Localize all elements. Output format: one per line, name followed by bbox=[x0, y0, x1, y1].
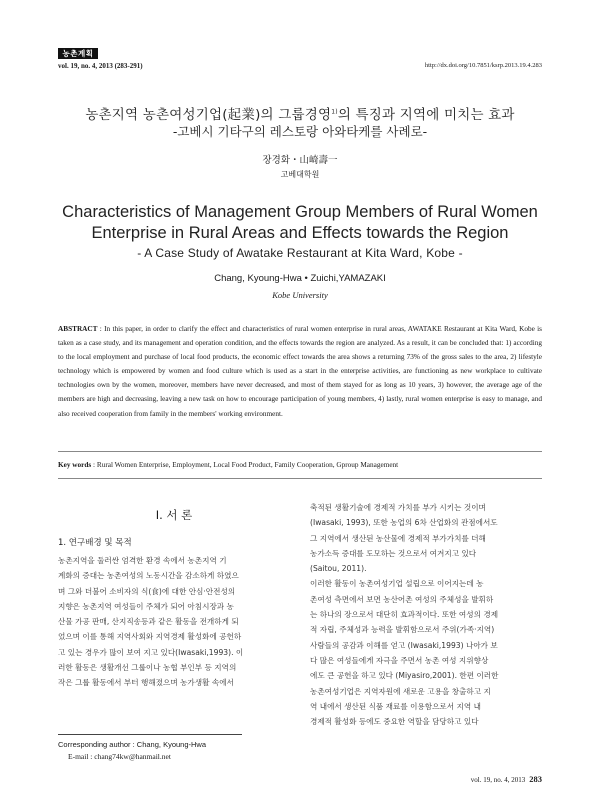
english-title-line-1: Characteristics of Management Group Members of Rural Women bbox=[62, 203, 538, 221]
subsection-heading: 1. 연구배경 및 목적 bbox=[58, 538, 132, 548]
korean-title bbox=[0, 103, 600, 123]
body-line: 지향은 농촌지역 여성들이 주체가 되어 아침시장과 농 bbox=[58, 601, 234, 611]
body-line: 계화의 증대는 농촌여성의 노동시간을 감소하게 하였으 bbox=[58, 571, 239, 581]
body-line: 사람들의 공감과 이해를 얻고 (Iwasaki,1993) 나아가 보 bbox=[310, 640, 498, 650]
body-line: 산물 가공 판매, 산지직송등과 같은 활동을 전개하게 되 bbox=[58, 617, 239, 627]
doi-link[interactable]: http://dx.doi.org/10.7851/ksrp.2013.19.4.283 bbox=[424, 62, 542, 69]
korean-authors: 장경화・山崎壽一 bbox=[262, 155, 338, 166]
footnote-divider bbox=[58, 734, 242, 735]
section-heading: I. 서 론 bbox=[155, 508, 193, 522]
right-column-body bbox=[310, 500, 542, 729]
english-subtitle: - A Case Study of Awatake Restaurant at Kita Ward, Kobe - bbox=[137, 246, 463, 260]
abstract-line: of young members, 4) lastly, rural women enterprise is easy to manage, and also received cooperation from family in the members' bbox=[58, 395, 542, 418]
abstract-line: Restaurant at Kita Ward, Kobe is taken as a case study, and its management and operation condition, and the effects towards the bbox=[58, 325, 542, 348]
body-line: 농촌지역을 둘러싼 엄격한 환경 속에서 농촌지역 기 bbox=[58, 556, 227, 565]
body-line: 경제적 활성화 등에도 중요한 역할을 담당하고 있다 bbox=[310, 717, 479, 727]
korean-subtitle: -고베시 기타구의 레스토랑 아와타케를 사례로- bbox=[172, 124, 428, 139]
abstract-line: cultivate technologies own by the women, moreover, members have never decreased, and most of them stayed for as long as 10 bbox=[58, 367, 543, 390]
body-line: 농가소득 증대를 도모하는 것으로서 여겨지고 있다 bbox=[310, 548, 477, 558]
footnote-mark: 1) bbox=[331, 108, 338, 116]
english-title-line-2: Enterprise in Rural Areas and Effects towards the Region bbox=[91, 224, 509, 242]
body-line: 다 많은 여성들에게 자극을 주면서 농촌 여성 지위향상 bbox=[310, 655, 489, 665]
body-line: 적 자립, 주체성과 능력을 발휘함으로서 주위(가족·지역) bbox=[310, 625, 495, 635]
keywords-text: : Rural Women Enterprise, Employment, Local Food Product, Family Cooperation, Gproup Management bbox=[91, 461, 399, 469]
body-line: 었으며 이를 통해 지역사회와 지역경제 활성화에 공헌하 bbox=[58, 632, 242, 642]
body-line: 는 하나의 장으로서 대단히 효과적이다. 또한 여성의 경제 bbox=[310, 610, 499, 620]
journal-logo: 농촌계획 bbox=[58, 48, 98, 59]
keywords bbox=[58, 461, 398, 469]
page-number: 283 bbox=[529, 774, 542, 784]
body-line: 러한 활동은 생활개선 그룹이나 농협 부인부 등 지역의 bbox=[58, 663, 237, 673]
english-affiliation: Kobe University bbox=[272, 290, 328, 300]
body-line: (Iwasaki, 1993), 또한 농업의 6차 산업화의 관점에서도 bbox=[310, 518, 498, 528]
abstract bbox=[58, 322, 542, 421]
body-line: 촌여성 측면에서 보면 농산어촌 여성의 주체성을 발휘하 bbox=[310, 594, 494, 604]
author-email[interactable]: E-mail : chang74kw@hanmail.net bbox=[68, 752, 171, 761]
abstract-line: years, 3) however, the average age of the members are high and decreasing, leaving a new task on how to encourage participation bbox=[58, 381, 543, 404]
page-footer bbox=[471, 774, 542, 784]
body-line: 고 있는 경우가 많이 보여 지고 있다(Iwasaki,1993). 이 bbox=[58, 647, 244, 657]
abstract-line: products, the economic effect towards the area shows a returning 73% of the gross sales to the area, 2) lifestyle technology which is bbox=[58, 353, 543, 376]
korean-title-end: 의 특징과 지역에 미치는 효과 bbox=[337, 107, 515, 123]
left-column-body bbox=[58, 553, 290, 691]
body-line: 역 내에서 생산된 식품 재료를 이용함으로서 지역 내 bbox=[310, 701, 481, 711]
abstract-label: ABSTRACT bbox=[58, 325, 98, 333]
body-line: 이러한 활동이 농촌여성기업 설립으로 이어지는데 농 bbox=[310, 579, 484, 589]
body-line: 작은 그룹 활동에서 부터 행해졌으며 농가생활 속에서 bbox=[58, 678, 234, 688]
korean-title-main: 농촌지역 농촌여성기업(起業)의 그룹경영 bbox=[85, 107, 332, 123]
abstract-line: : In this paper, in order to clarify the effect and characteristics of rural women enterprise in rural areas, AWATAKE bbox=[97, 325, 442, 333]
keywords-label: Key words bbox=[58, 461, 92, 469]
body-line: 그 지역에서 생산된 농산물에 경제적 부가가치를 더해 bbox=[310, 533, 486, 543]
body-line: 축적된 생활기술에 경제적 가치를 부가 시키는 것이며 bbox=[310, 503, 486, 512]
body-line: (Saitou, 2011). bbox=[310, 564, 367, 574]
body-line: 에도 큰 공헌을 하고 있다 (Miyasiro,2001). 한편 이러한 bbox=[310, 671, 499, 681]
volume-info: vol. 19, no. 4, 2013 (283-291) bbox=[58, 62, 143, 70]
footer-issue: vol. 19, no. 4, 2013 bbox=[470, 776, 526, 784]
divider bbox=[58, 478, 542, 479]
body-line: 며 그와 더불어 소비자의 식(食)에 대한 안심·안전성의 bbox=[58, 586, 236, 596]
korean-affiliation: 고베대학원 bbox=[280, 170, 320, 179]
abstract-line: empowered by women and food culture which is used as a start in the enterprise activities, are functioning as new workplace to bbox=[121, 367, 515, 376]
english-authors: Chang, Kyoung-Hwa • Zuichi,YAMAZAKI bbox=[214, 273, 386, 284]
divider bbox=[58, 451, 542, 452]
abstract-line: working environment. bbox=[218, 409, 283, 418]
abstract-line: region are analyzed. As a result, it can be concluded that: 1) according to the local employment and purchase of local food bbox=[58, 339, 542, 362]
body-line: 농촌여성기업은 지역자원에 새로운 고용을 창출하고 지 bbox=[310, 686, 491, 696]
corresponding-author: Corresponding author : Chang, Kyoung-Hwa bbox=[58, 740, 207, 749]
